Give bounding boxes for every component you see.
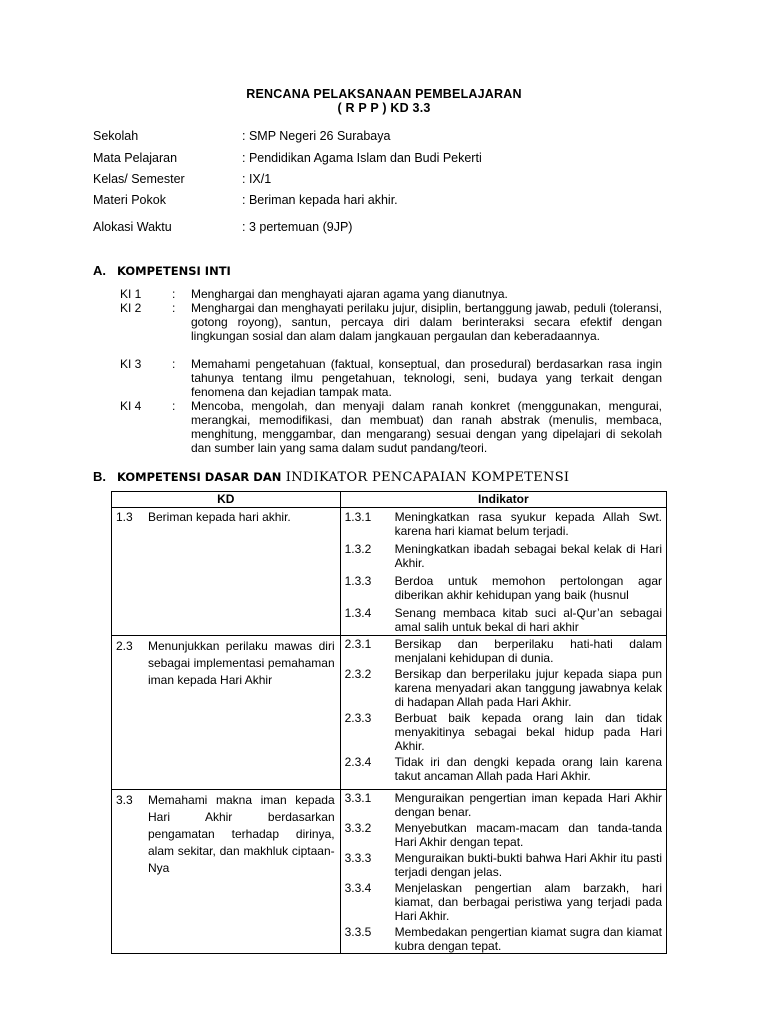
indikator-item	[345, 667, 662, 709]
indikator-number: 1.3.3	[344, 574, 372, 588]
kd-cell	[112, 508, 341, 636]
indikator-text: Tidak iri dan dengki kepada orang lain karena takut ancaman Allah pada Hari Akhir.	[394, 755, 662, 783]
ki-label: KI 2	[120, 301, 142, 315]
kd-indicator-table	[111, 491, 667, 954]
meta-label: Sekolah	[93, 129, 139, 143]
table-row	[112, 508, 667, 636]
indikator-item	[345, 851, 662, 879]
indikator-number: 3.3.4	[344, 881, 372, 895]
table-row	[112, 790, 667, 954]
indikator-text: Membedakan pengertian kiamat sugra dan kiamat kubra dengan tepat.	[394, 925, 662, 953]
table-row	[112, 636, 667, 790]
ki-label: KI 3	[120, 357, 142, 371]
meta-value: : Pendidikan Agama Islam dan Budi Pekerti	[242, 151, 482, 165]
section-letter: A.	[93, 263, 106, 278]
section-title-rest: INDIKATOR PENCAPAIAN KOMPETENSI	[281, 470, 570, 485]
indikator-item	[345, 510, 662, 538]
indikator-item	[345, 542, 662, 570]
indikator-item	[345, 711, 662, 753]
kd-text: Memahami makna iman kepada Hari Akhir berdasarkan pengamatan terhadap dirinya, alam sekitar, dan makhluk ciptaan-Nya	[148, 793, 335, 875]
ki-colon: :	[172, 287, 176, 301]
indikator-number: 3.3.3	[344, 851, 372, 865]
indikator-number: 2.3.1	[344, 637, 372, 651]
ki-text: Mencoba, mengolah, dan menyaji dalam ranah konkret (menggunakan, mengurai, merangkai, memodifikasi, dan membuat) dan ranah abstrak (menulis, membaca, menghitung, menggambar, dan mengarang) sesuai dengan yang dipelajari di sekolah dan sumber lain yang sama dalam sudut pandang/teori.	[191, 399, 662, 455]
section-a-heading	[93, 263, 231, 278]
indikator-item	[345, 755, 662, 783]
indikator-item	[345, 574, 662, 602]
indikator-item	[345, 791, 662, 819]
indikator-number: 1.3.2	[344, 542, 372, 556]
indikator-text: Bersikap dan berperilaku hati-hati dalam menjalani kehidupan di dunia.	[394, 637, 662, 665]
meta-label: Mata Pelajaran	[93, 151, 178, 165]
meta-label: Kelas/ Semester	[93, 172, 185, 186]
meta-value: : SMP Negeri 26 Surabaya	[242, 129, 391, 143]
section-letter: B.	[93, 469, 106, 484]
kd-cell	[112, 790, 341, 954]
indikator-item	[345, 637, 662, 665]
ki-text: Memahami pengetahuan (faktual, konseptual, dan prosedural) berdasarkan rasa ingin tahunya tentang ilmu pengetahuan, teknologi, seni, budaya yang terkait dengan fenomena dan kejadian tampak mata.	[191, 357, 662, 399]
doc-title: RENCANA PELAKSANAAN PEMBELAJARAN	[246, 87, 522, 101]
indikator-item	[345, 881, 662, 923]
indikator-text: Meningkatkan ibadah sebagai bekal kelak di Hari Akhir.	[394, 542, 662, 570]
header-indikator: Indikator	[340, 492, 666, 508]
indikator-number: 3.3.1	[344, 791, 372, 805]
indikator-text: Menguraikan bukti-bukti bahwa Hari Akhir itu pasti terjadi dengan jelas.	[394, 851, 662, 879]
indikator-text: Berdoa untuk memohon pertolongan agar diberikan akhir kehidupan yang baik (husnul	[394, 574, 662, 602]
indikator-number: 1.3.1	[344, 510, 372, 524]
kd-text: Menunjukkan perilaku mawas diri sebagai implementasi pemahaman iman kepada Hari Akhir	[148, 639, 335, 687]
section-title-bold: KOMPETENSI DASAR DAN	[117, 470, 282, 484]
meta-label: Alokasi Waktu	[93, 220, 172, 234]
indikator-cell	[340, 508, 666, 636]
indikator-number: 2.3.3	[344, 711, 372, 725]
kd-number: 3.3	[116, 793, 133, 807]
doc-subtitle: ( R P P ) KD 3.3	[337, 101, 431, 115]
indikator-number: 2.3.4	[344, 755, 372, 769]
indikator-text: Menguraikan pengertian iman kepada Hari Akhir dengan benar.	[394, 791, 662, 819]
meta-label: Materi Pokok	[93, 193, 166, 207]
indikator-text: Senang membaca kitab suci al-Qur’an sebagai amal salih untuk bekal di hari akhir	[394, 606, 662, 634]
indikator-cell	[340, 636, 666, 790]
ki-label: KI 4	[120, 399, 142, 413]
ki-text: Menghargai dan menghayati ajaran agama yang dianutnya.	[191, 287, 508, 301]
meta-value: : 3 pertemuan (9JP)	[242, 220, 353, 234]
table-header-row	[112, 492, 667, 508]
indikator-item	[345, 606, 662, 634]
indikator-number: 3.3.2	[344, 821, 372, 835]
indikator-item	[345, 821, 662, 849]
header-kd: KD	[112, 492, 341, 508]
meta-value: : Beriman kepada hari akhir.	[242, 193, 398, 207]
indikator-text: Bersikap dan berperilaku jujur kepada siapa pun karena menyadari akan tanggung jawabnya kelak di hadapan Allah pada Hari Akhir.	[394, 667, 662, 709]
indikator-text: Menyebutkan macam-macam dan tanda-tanda Hari Akhir dengan tepat.	[394, 821, 662, 849]
indikator-number: 3.3.5	[344, 925, 372, 939]
indikator-cell	[340, 790, 666, 954]
indikator-number: 1.3.4	[344, 606, 372, 620]
section-b-heading	[93, 469, 569, 485]
meta-value: : IX/1	[242, 172, 272, 186]
ki-colon: :	[172, 357, 176, 371]
ki-colon: :	[172, 301, 176, 315]
kd-number: 2.3	[116, 639, 133, 653]
indikator-text: Menjelaskan pengertian alam barzakh, hari kiamat, dan berbagai peristiwa yang terjadi pada Hari Akhir.	[394, 881, 662, 923]
indikator-text: Meningkatkan rasa syukur kepada Allah Swt. karena hari kiamat belum terjadi.	[394, 510, 662, 538]
indikator-number: 2.3.2	[344, 667, 372, 681]
section-title: KOMPETENSI INTI	[117, 264, 231, 278]
kd-number: 1.3	[116, 510, 133, 524]
ki-text: Menghargai dan menghayati perilaku jujur, disiplin, bertanggung jawab, peduli (toleransi, gotong royong), santun, percaya diri dalam berinteraksi secara efektif dengan lingkungan sosial dan alam dalam jangkauan pergaulan dan keberadaannya.	[191, 301, 662, 343]
indikator-text: Berbuat baik kepada orang lain dan tidak menyakitinya sebagai bekal hidup pada Hari Akhir.	[394, 711, 662, 753]
kd-cell	[112, 636, 341, 790]
indikator-item	[345, 925, 662, 953]
kd-text: Beriman kepada hari akhir.	[148, 510, 291, 524]
ki-label: KI 1	[120, 287, 142, 301]
ki-colon: :	[172, 399, 176, 413]
